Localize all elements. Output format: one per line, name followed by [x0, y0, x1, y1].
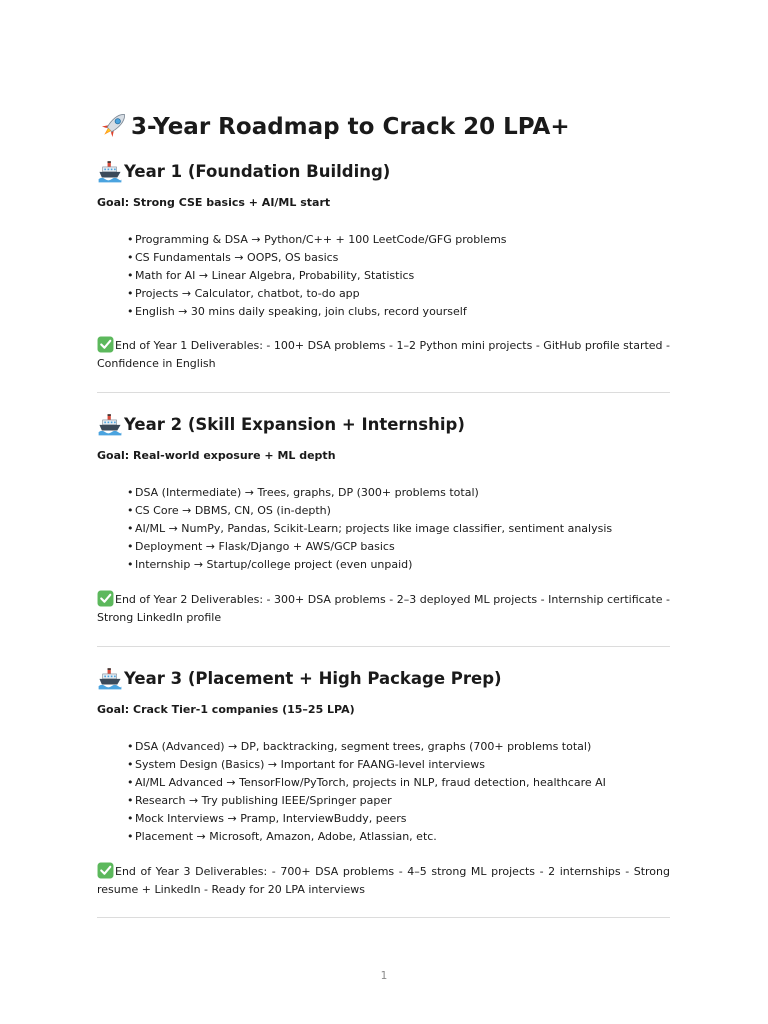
list-item: • AI/ML Advanced → TensorFlow/PyTorch, projects in NLP, fraud detection, healthcare AI [127, 776, 606, 789]
list-item: • System Design (Basics) → Important for FAANG-level interviews [127, 758, 486, 771]
deliverables-paragraph [97, 863, 670, 899]
list-item: • Research → Try publishing IEEE/Springer paper [127, 794, 392, 807]
title-text: 3-Year Roadmap to Crack 20 LPA+ [131, 114, 570, 140]
page-title [97, 107, 697, 147]
list-item: • DSA (Intermediate) → Trees, graphs, DP (300+ problems total) [127, 486, 479, 499]
bullet-list [127, 484, 612, 574]
section-heading [97, 665, 670, 693]
list-item: • Programming & DSA → Python/C++ + 100 LeetCode/GFG problems [127, 233, 507, 246]
ship-icon [97, 665, 123, 691]
deliverables-text: End of Year 2 Deliverables: - 300+ DSA problems - 2–3 deployed ML projects - Internship certificate - Strong LinkedIn profile [97, 593, 670, 624]
list-item: • AI/ML → NumPy, Pandas, Scikit-Learn; projects like image classifier, sentiment analysis [127, 522, 613, 535]
list-item: • Projects → Calculator, chatbot, to-do app [127, 287, 360, 300]
list-item: • Internship → Startup/college project (even unpaid) [127, 558, 413, 571]
section-goal: Goal: Real-world exposure + ML depth [97, 449, 336, 462]
section-divider [97, 917, 670, 918]
page-number: 1 [380, 970, 388, 982]
section-heading [97, 411, 670, 439]
list-item: • Placement → Microsoft, Amazon, Adobe, Atlassian, etc. [127, 830, 437, 843]
list-item: • Math for AI → Linear Algebra, Probability, Statistics [127, 269, 415, 282]
deliverables-text: End of Year 3 Deliverables: - 700+ DSA problems - 4–5 strong ML projects - 2 internships - Strong resume + LinkedIn - Ready for 20 LPA interviews [97, 865, 670, 896]
section-year-2 [97, 411, 670, 624]
list-item: • CS Core → DBMS, CN, OS (in-depth) [127, 504, 331, 517]
section-year-3 [97, 665, 670, 896]
list-item: • Mock Interviews → Pramp, InterviewBuddy, peers [127, 812, 407, 825]
section-goal: Goal: Crack Tier-1 companies (15–25 LPA) [97, 703, 355, 716]
section-divider [97, 392, 670, 393]
rocket-icon [97, 108, 131, 142]
section-heading-text: Year 2 (Skill Expansion + Internship) [124, 415, 465, 434]
check-mark-button-icon [97, 862, 114, 879]
section-goal: Goal: Strong CSE basics + AI/ML start [97, 196, 331, 209]
section-heading-text: Year 3 (Placement + High Package Prep) [124, 669, 502, 688]
list-item: • English → 30 mins daily speaking, join clubs, record yourself [127, 305, 467, 318]
bullet-list [127, 231, 507, 321]
deliverables-paragraph [97, 337, 670, 373]
list-item: • CS Fundamentals → OOPS, OS basics [127, 251, 339, 264]
check-mark-button-icon [97, 336, 114, 353]
section-heading-text: Year 1 (Foundation Building) [124, 162, 391, 181]
section-divider [97, 646, 670, 647]
section-year-1 [97, 158, 670, 370]
list-item: • Deployment → Flask/Django + AWS/GCP basics [127, 540, 395, 553]
ship-icon [97, 158, 123, 184]
check-mark-button-icon [97, 590, 114, 607]
list-item: • DSA (Advanced) → DP, backtracking, segment trees, graphs (700+ problems total) [127, 740, 592, 753]
section-heading [97, 158, 670, 186]
bullet-list [127, 738, 606, 846]
ship-icon [97, 411, 123, 437]
deliverables-paragraph [97, 591, 670, 627]
deliverables-text: End of Year 1 Deliverables: - 100+ DSA problems - 1–2 Python mini projects - GitHub profile started - Confidence in English [97, 339, 670, 370]
